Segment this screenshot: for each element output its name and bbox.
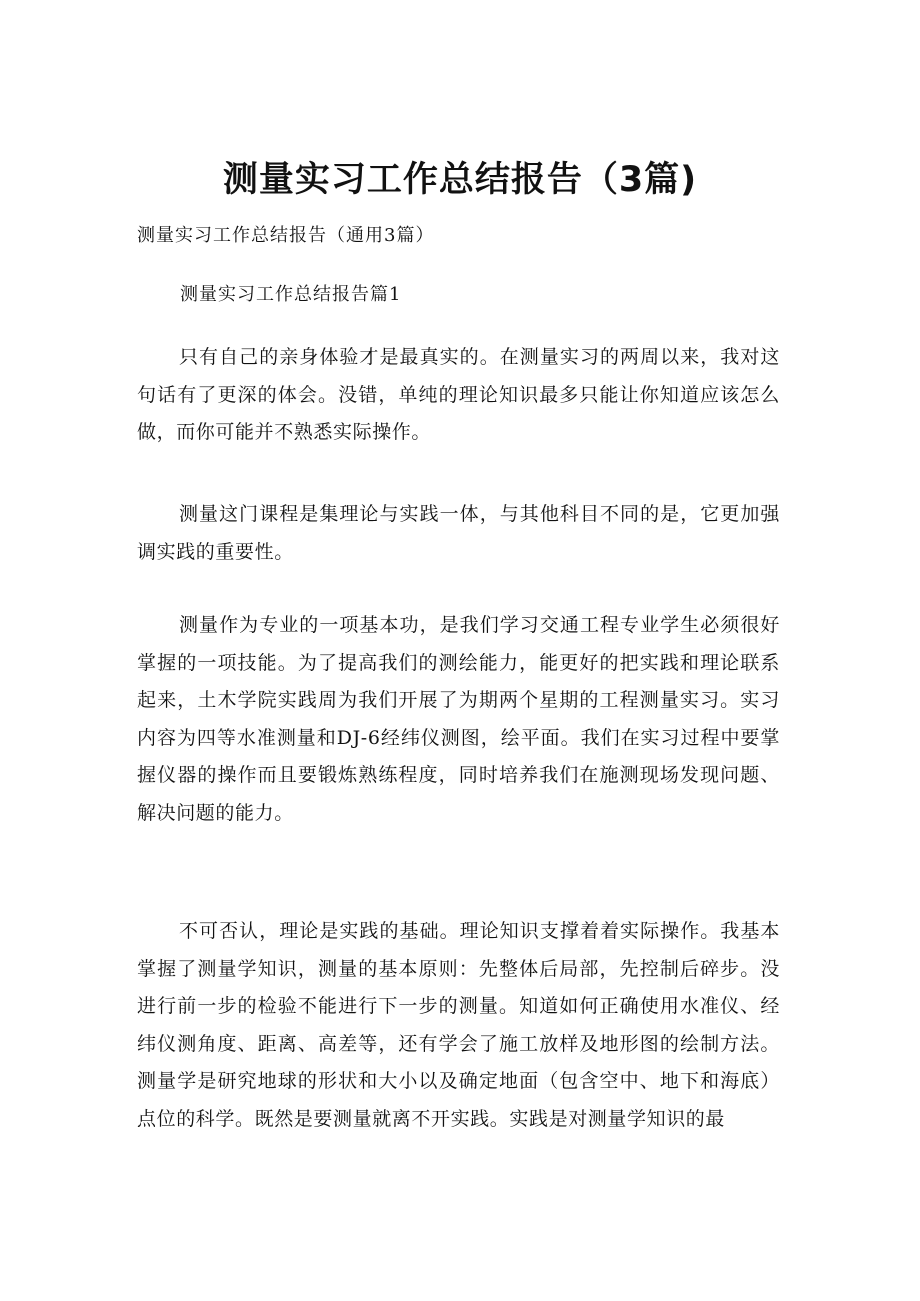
paragraph-2: 测量这门课程是集理论与实践一体，与其他科目不同的是，它更加强调实践的重要性。 [137, 503, 780, 563]
paragraph-4: 不可否认，理论是实践的基础。理论知识支撑着着实际操作。我基本掌握了测量学知识，测量的基本原则：先整体后局部，先控制后碎步。没进行前一步的检验不能进行下一步的测量。知道如何正确使用水准仪、经纬仪测角度、距离、高差等，还有学会了施工放样及地形图的绘制方法。测量学是研究地球的形状和大小以及确定地面（包含空中、地下和海底）点位的科学。既然是要测量就离不开实践。实践是对测量学知识的最 [137, 920, 780, 1130]
document-title: 测量实习工作总结报告（3篇) [222, 160, 698, 200]
section-heading: 测量实习工作总结报告篇1 [180, 284, 402, 305]
paragraph-3: 测量作为专业的一项基本功，是我们学习交通工程专业学生必须很好掌握的一项技能。为了提高我们的测绘能力，能更好的把实践和理论联系起来，土木学院实践周为我们开展了为期两个星期的工程测量实习。实习内容为四等水准测量和DJ-6经纬仪测图，绘平面。我们在实习过程中要掌握仪器的操作而且要锻炼熟练程度，同时培养我们在施测现场发现问题、解决问题的能力。 [137, 614, 780, 824]
paragraph-1: 只有自己的亲身体验才是最真实的。在测量实习的两周以来，我对这句话有了更深的体会。没错，单纯的理论知识最多只能让你知道应该怎么做，而你可能并不熟悉实际操作。 [137, 346, 780, 443]
document-subtitle: 测量实习工作总结报告（通用3篇） [137, 225, 435, 246]
